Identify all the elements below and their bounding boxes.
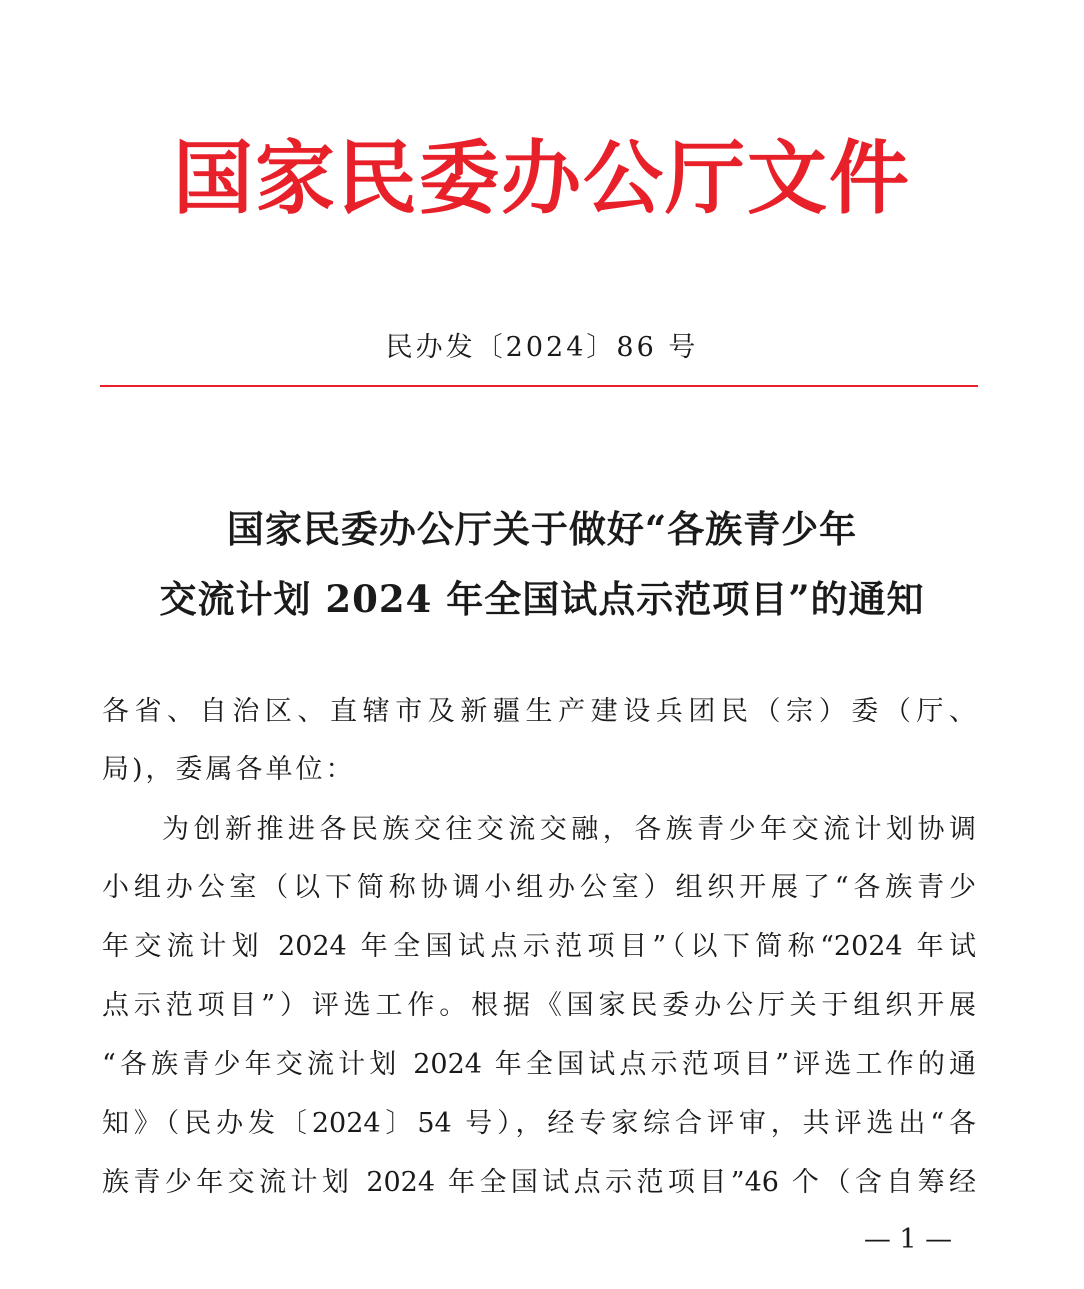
page-number: — 1 — (863, 1224, 953, 1255)
notice-title-line-2: 交流计划 2024 年全国试点示范项目”的通知 (159, 577, 925, 621)
document-number: 民办发〔2024〕86 号 (385, 332, 699, 363)
body-line-5: 年交流计划 2024 年全国试点示范项目”（以下简称“2024 年试 (102, 931, 976, 962)
document-header-title: 国家民委办公厅文件 (173, 131, 911, 225)
notice-title-line-1: 国家民委办公厅关于做好“各族青少年 (226, 507, 858, 551)
body-line-8: 知》（民办发〔2024〕54 号），经专家综合评审，共评选出“各 (102, 1108, 976, 1139)
body-line-7: “各族青少年交流计划 2024 年全国试点示范项目”评选工作的通 (102, 1049, 976, 1080)
body-line-6: 点示范项目”）评选工作。根据《国家民委办公厅关于组织开展 (102, 990, 976, 1021)
body-line-3: 为创新推进各民族交往交流交融，各族青少年交流计划协调 (162, 814, 976, 845)
red-divider-line (100, 385, 978, 387)
body-line-1: 各省、自治区、直辖市及新疆生产建设兵团民（宗）委（厅、 (102, 696, 976, 727)
body-line-4: 小组办公室（以下简称协调小组办公室）组织开展了“各族青少 (102, 872, 976, 903)
body-line-2: 局)，委属各单位： (102, 754, 356, 785)
body-line-9: 族青少年交流计划 2024 年全国试点示范项目”46 个（含自筹经 (102, 1167, 976, 1198)
